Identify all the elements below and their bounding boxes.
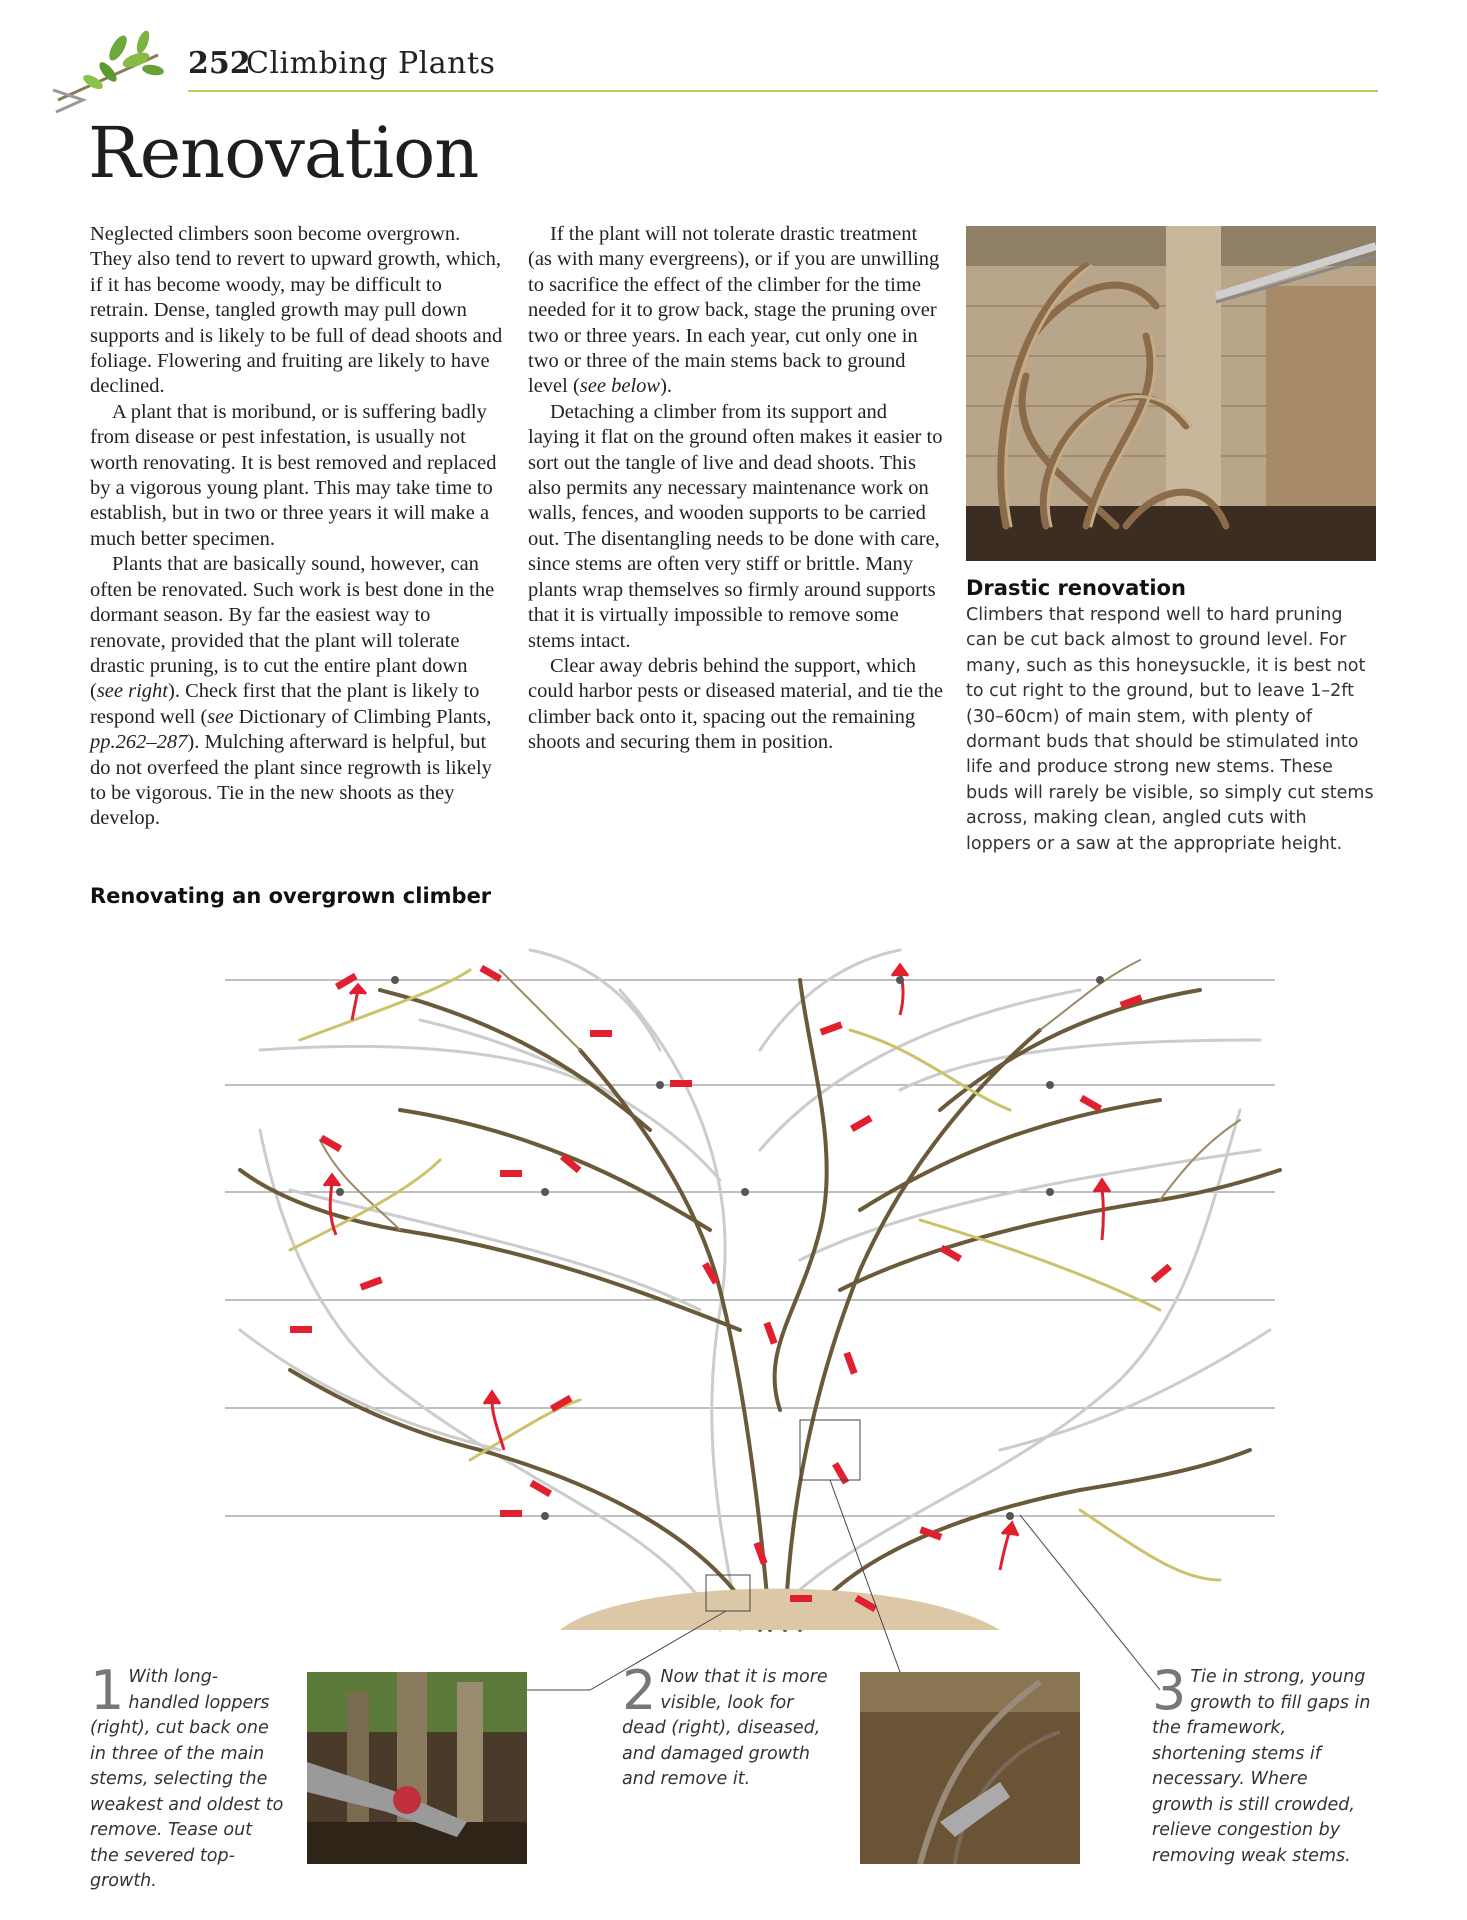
step-text: With long-handled loppers (right), cut back one in three of the main stems, selecting the weakest and oldest to remove. Tease out the severed top-growth. [90, 1667, 284, 1891]
body-column-2 [528, 222, 943, 756]
step-1 [90, 1659, 285, 1895]
honeysuckle-photo [966, 226, 1376, 561]
dead-stem-photo [860, 1672, 1080, 1864]
paragraph: Plants that are basically sound, however, can often be renovated. Such work is best done in the dormant season. By far the easiest way to renovate, provided that the plant will tolerate drastic pruning, is to cut the entire plant down (see right). Check first that the plant is likely to respond well (see Dictionary of Climbing Plants, pp.262–287). Mulching afterward is helpful, but do not overfeed the plant since regrowth is likely to be vigorous. Tie in the new shoots as they develop. [90, 553, 495, 830]
live-stems [240, 980, 1280, 1630]
paragraph: Detaching a climber from its support and laying it flat on the ground often makes it easier to sort out the tangle of live and dead shoots. This also permits any necessary maintenance work on walls, fences, and wooden supports to be carried out. The disentangling needs to be done with care, since stems are often very stiff or brittle. Many plants wrap themselves so firmly around supports that it is virtually impossible to remove some stems intact. [528, 400, 943, 652]
leaf-sprig-icon [48, 30, 168, 120]
growth-arrows [324, 965, 1110, 1570]
step-text: Tie in strong, young growth to fill gaps in the framework, shortening stems if necessary. Where growth is still crowded, relieve congestion by removing weak stems. [1152, 1667, 1371, 1866]
section-title: Climbing Plants [246, 46, 496, 81]
page-title: Renovation [88, 112, 479, 194]
paragraph: Neglected climbers soon become overgrown. They also tend to revert to upward growth, which, if it has become woody, may be difficult to retrain. Dense, tangled growth may pull down supports and is likely to be full of dead shoots and foliage. Flowering and fruiting are likely to have declined. [90, 223, 503, 398]
loppers-photo [307, 1672, 527, 1864]
cut-marks [290, 965, 1172, 1612]
caption-text: Climbers that respond well to hard pruning can be cut back almost to ground level. For many, such as this honeysuckle, it is best not to cut right to the ground, but to leave 1–2ft (30–60cm) of main stem, with plenty of dormant buds that should be stimulated into life and produce strong new stems. These buds will rarely be visible, so simply cut stems across, making clean, angled cuts with loppers or a saw at the appropriate height. [966, 605, 1374, 854]
paragraph: A plant that is moribund, or is suffering badly from disease or pest infestation, is usually not worth renovating. It is best removed and replaced by a vigorous young plant. This may take time to establish, but in two or three years it will make a much better specimen. [90, 400, 497, 550]
wire-ties [336, 976, 1104, 1520]
paragraph: If the plant will not tolerate drastic treatment (as with many evergreens), or if you are unwilling to sacrifice the effect of the climber for the time needed for it to grow back, stage the pruning over two or three years. In each year, cut only one in two or three of the main stems back to ground level (see below). [528, 223, 940, 398]
climber-illustration [200, 930, 1300, 1650]
step-number: 1 [90, 1659, 125, 1722]
body-column-1 [90, 222, 505, 832]
illustration-heading: Renovating an overgrown climber [90, 884, 492, 908]
caption-title: Drastic renovation [966, 576, 1186, 600]
step-3 [1152, 1659, 1372, 1869]
step-number: 2 [622, 1659, 657, 1722]
step-number: 3 [1152, 1659, 1187, 1722]
step-text: Now that it is more visible, look for dead (right), diseased, and damaged growth and remove it. [622, 1667, 828, 1789]
paragraph: Clear away debris behind the support, which could harbor pests or diseased material, and tie the climber back onto it, spacing out the remaining shoots and securing them in position. [528, 654, 943, 754]
step-2 [622, 1659, 832, 1793]
header-rule [188, 90, 1378, 92]
soil [560, 1589, 1000, 1630]
page-number: 252 [188, 46, 251, 81]
